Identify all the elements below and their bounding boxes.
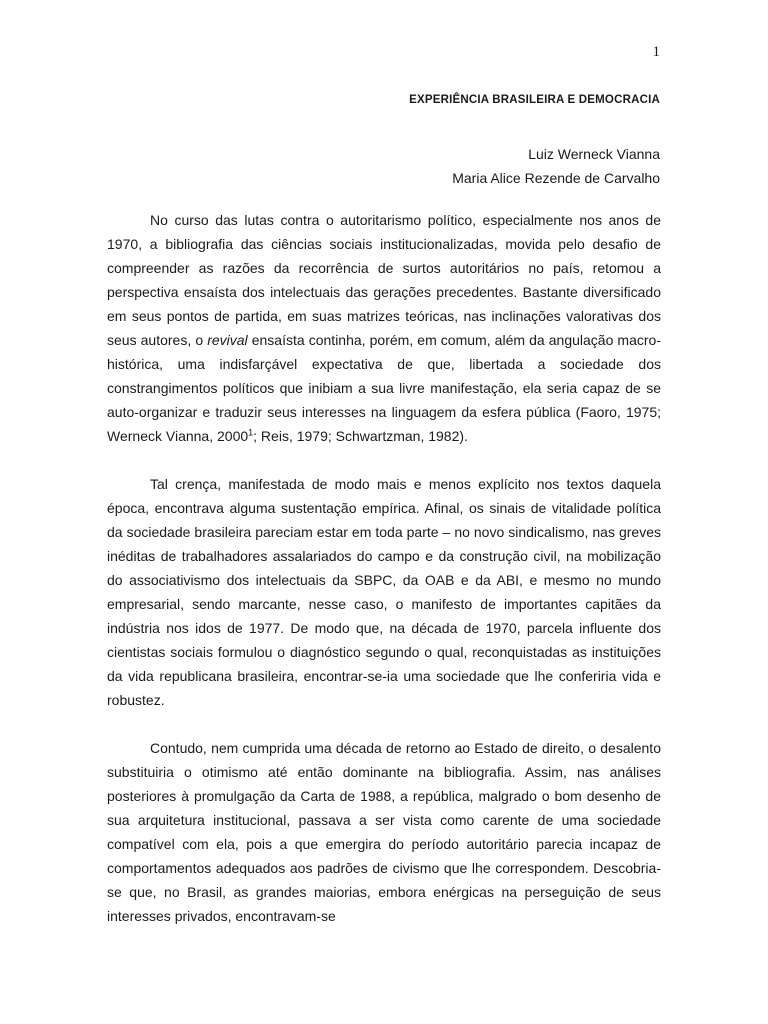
page-number: 1 bbox=[652, 44, 660, 60]
paragraph-text: No curso das lutas contra o autoritarismo político, especialmente nos anos de 1970, a bibliografia das ciências sociais institucionalizadas, movida pelo desafio de compreender as razões da recorrência de surtos autoritários no país, retomou a perspectiva ensaísta dos intelectuais das gerações precedentes. Bastante diversificado em seus pontos de partida, em suas matrizes teóricas, nas inclinações valorativas dos seus autores, o bbox=[107, 212, 661, 348]
author-list bbox=[452, 142, 660, 190]
author-name: Maria Alice Rezende de Carvalho bbox=[452, 170, 660, 186]
body-text bbox=[107, 208, 661, 928]
footnote-marker[interactable]: 1 bbox=[248, 427, 254, 438]
document-title: EXPERIÊNCIA BRASILEIRA E DEMOCRACIA bbox=[409, 94, 660, 106]
paragraph-text: ensaísta continha, porém, em comum, além da angulação macro-histórica, uma indisfarçável expectativa de que, libertada a sociedade dos constrangimentos políticos que inibiam a sua livre manifestação, ela seria capaz de se auto-organizar e traduzir seus interesses na linguagem da esfera pública (Faoro, 1975; Werneck Vianna, 2000 bbox=[107, 332, 661, 444]
italic-term: revival bbox=[207, 332, 248, 348]
author-name: Luiz Werneck Vianna bbox=[528, 146, 660, 162]
paragraph-2: Tal crença, manifestada de modo mais e menos explícito nos textos daquela época, encontrava alguma sustentação empírica. Afinal, os sinais de vitalidade política da sociedade brasileira pareciam estar em toda parte – no novo sindicalismo, nas greves inéditas de trabalhadores assalariados do campo e da construção civil, na mobilização do associativismo dos intelectuais da SBPC, da OAB e da ABI, e mesmo no mundo empresarial, sendo marcante, nesse caso, o manifesto de importantes capitães da indústria nos idos de 1977. De modo que, na década de 1970, parcela influente dos cientistas sociais formulou o diagnóstico segundo o qual, reconquistadas as instituições da vida republicana brasileira, encontrar-se-ia uma sociedade que lhe conferiria vida e robustez. bbox=[107, 476, 661, 708]
paragraph-text: ; Reis, 1979; Schwartzman, 1982). bbox=[253, 428, 468, 444]
paragraph-3: Contudo, nem cumprida uma década de retorno ao Estado de direito, o desalento substituiria o otimismo até então dominante na bibliografia. Assim, nas análises posteriores à promulgação da Carta de 1988, a república, malgrado o bom desenho de sua arquitetura institucional, passava a ser vista como carente de uma sociedade compatível com ela, pois a que emergira do período autoritário parecia incapaz de comportamentos adequados aos padrões de civismo que lhe correspondem. Descobria-se que, no Brasil, as grandes maiorias, embora enérgicas na perseguição de seus interesses privados, encontravam-se bbox=[107, 740, 661, 924]
paragraph-1 bbox=[107, 208, 661, 448]
